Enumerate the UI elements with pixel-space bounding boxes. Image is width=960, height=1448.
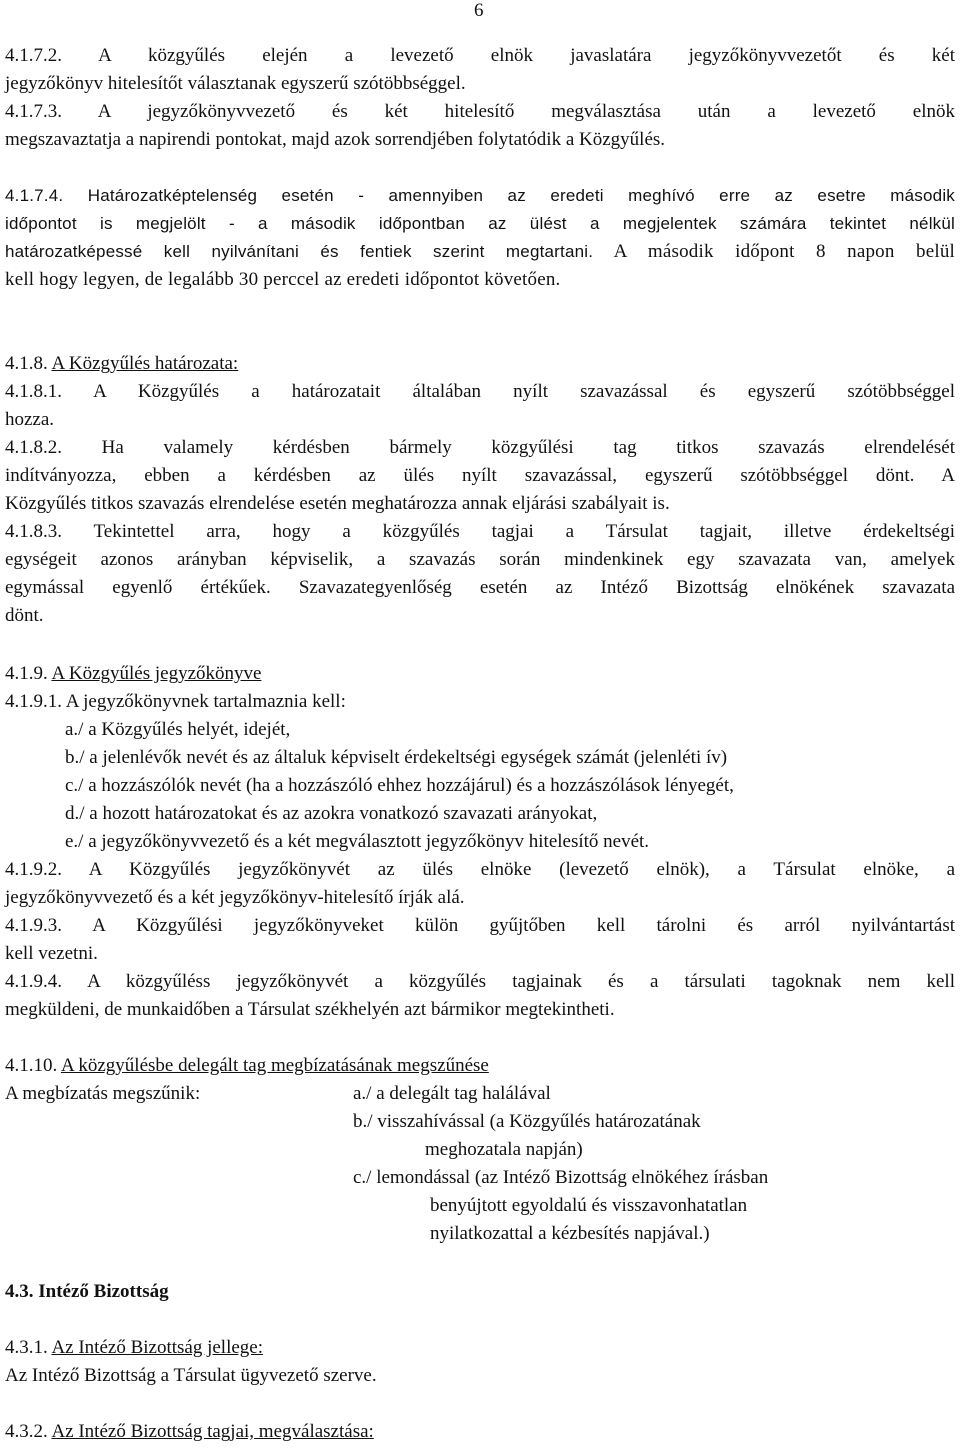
termination-row: [0, 1108, 960, 1136]
heading-number: 4.3.1.: [5, 1337, 52, 1358]
termination-row: [0, 1220, 960, 1248]
heading-number: 4.1.9.: [5, 663, 52, 684]
body-text: Az Intéző Bizottság a Társulat ügyvezető szerve.: [5, 1365, 377, 1386]
text-fragment: A második időpont 8 napon belül: [593, 241, 956, 262]
paragraph-line: dönt.: [5, 605, 44, 626]
paragraph-line: jegyzőkönyv hitelesítőt választanak egyszerű szótöbbséggel.: [5, 73, 466, 94]
section-4-1-9: [5, 660, 955, 1024]
section-4-1-7-3: [5, 98, 955, 154]
paragraph-line: jegyzőkönyvvezető és a két jegyzőkönyv-hitelesítő írják alá.: [5, 887, 465, 908]
paragraph-line: egymással egyenlő értékűek. Szavazategyenlőség esetén az Intéző Bizottság elnökének szavazata: [5, 577, 955, 598]
paragraph-line: 4.1.8.3. Tekintettel arra, hogy a közgyűlés tagjai a Társulat tagjait, illetve érdekeltségi: [5, 521, 955, 542]
paragraph-line: 4.1.7.2. A közgyűlés elején a levezető elnök javaslatára jegyzőkönyvvezetőt és két: [5, 45, 955, 66]
heading-title: 4.3. Intéző Bizottság: [5, 1281, 169, 1302]
list-item: e./ a jegyzőkönyvvezető és a két megválasztott jegyzőkönyv hitelesítő nevét.: [65, 831, 650, 852]
paragraph-line: 4.1.9.4. A közgyűléss jegyzőkönyvét a közgyűlés tagjainak és a társulati tagoknak nem kell: [5, 971, 955, 992]
paragraph-line: Közgyűlés titkos szavazás elrendelése esetén meghatározza annak eljárási szabályait is.: [5, 493, 670, 514]
paragraph-line: [5, 238, 955, 266]
heading-number: 4.3.2.: [5, 1421, 52, 1442]
list-item-continuation: meghozatala napján): [425, 1139, 583, 1160]
paragraph-line: 4.1.8.2. Ha valamely kérdésben bármely közgyűlési tag titkos szavazás elrendelését: [5, 437, 955, 458]
section-heading: [0, 1278, 960, 1306]
termination-row: [0, 1080, 960, 1108]
paragraph-line: egységeit azonos arányban képviselik, a szavazás során mindenkinek egy szavazata van, amelyek: [5, 549, 955, 570]
paragraph-line: megküldeni, de munkaidőben a Társulat székhelyén azt bármikor megtekintheti.: [5, 999, 615, 1020]
section-heading: [0, 1052, 960, 1080]
paragraph-line: 4.1.9.1. A jegyzőkönyvnek tartalmaznia kell:: [5, 691, 346, 712]
termination-row: [0, 1192, 960, 1220]
heading-title: Az Intéző Bizottság tagjai, megválasztása:: [51, 1421, 374, 1442]
list-item: b./ a jelenlévők nevét és az általuk képviselt érdekeltségi egységek számát (jelenléti ív): [65, 747, 728, 768]
paragraph-line: 4.1.7.4. Határozatképtelenség esetén - amennyiben az eredeti meghívó erre az esetre második: [5, 186, 955, 205]
paragraph-line: 4.1.8.1. A Közgyűlés a határozatait általában nyílt szavazással és egyszerű szótöbbséggel: [5, 381, 955, 402]
paragraph-line: 4.1.7.3. A jegyzőkönyvvezető és két hitelesítő megválasztása után a levezető elnök: [5, 101, 955, 122]
section-4-1-7-4: [5, 182, 955, 294]
paragraph-line: megszavaztatja a napirendi pontokat, majd azok sorrendjében folytatódik a Közgyűlés.: [5, 129, 666, 150]
list-item: c./ lemondással (az Intéző Bizottság elnökéhez írásban: [353, 1167, 769, 1188]
list-item: a./ a delegált tag halálával: [353, 1083, 551, 1104]
paragraph-line: kell vezetni.: [5, 943, 98, 964]
subsection-heading: [0, 1334, 960, 1362]
paragraph-line: kell hogy legyen, de legalább 30 perccel az eredeti időpontot követően.: [5, 269, 561, 290]
text-fragment: határozatképessé kell nyilvánítani és fentiek szerint megtartani.: [5, 242, 594, 261]
heading-title: Az Intéző Bizottság jellege:: [51, 1337, 264, 1358]
section-4-1-7-2: [5, 42, 955, 98]
list-item: c./ a hozzászólók nevét (ha a hozzászóló ehhez hozzájárul) és a hozzászólások lényegét,: [65, 775, 734, 796]
list-item: b./ visszahívással (a Közgyűlés határozatának: [353, 1111, 701, 1132]
termination-label: A megbízatás megszűnik:: [5, 1083, 201, 1104]
section-heading: [5, 350, 955, 378]
list-item-continuation: nyilatkozattal a kézbesítés napjával.): [430, 1223, 710, 1244]
heading-number: 4.1.10.: [5, 1055, 61, 1076]
paragraph-line: időpontot is megjelölt - a második időpontban az ülést a megjelentek számára tekintet nélkül: [5, 214, 955, 233]
paragraph-line: 4.1.9.3. A Közgyűlési jegyzőkönyveket külön gyűjtőben kell tárolni és arról nyilvántartást: [5, 915, 955, 936]
heading-number: 4.1.8.: [5, 353, 52, 374]
page-number: 6: [474, 0, 484, 21]
termination-row: [0, 1136, 960, 1164]
heading-title: A Közgyűlés határozata:: [51, 353, 239, 374]
paragraph-line: 4.1.9.2. A Közgyűlés jegyzőkönyvét az ülés elnöke (levezető elnök), a Társulat elnöke, a: [5, 859, 955, 880]
section-4-1-8: [5, 350, 955, 630]
heading-title: A Közgyűlés jegyzőkönyve: [51, 663, 262, 684]
section-heading: [5, 660, 955, 688]
termination-row: [0, 1164, 960, 1192]
list-item-continuation: benyújtott egyoldalú és visszavonhatatlan: [430, 1195, 748, 1216]
paragraph-line: hozza.: [5, 409, 55, 430]
paragraph-line: indítványozza, ebben a kérdésben az ülés nyílt szavazással, egyszerű szótöbbséggel dönt. A: [5, 465, 955, 486]
list-item: a./ a Közgyűlés helyét, idejét,: [65, 719, 291, 740]
paragraph-line: [0, 1362, 960, 1390]
list-item: d./ a hozott határozatokat és az azokra vonatkozó szavazati arányokat,: [65, 803, 598, 824]
subsection-heading: [0, 1418, 960, 1446]
heading-title: A közgyűlésbe delegált tag megbízatásának megszűnése: [60, 1055, 489, 1076]
